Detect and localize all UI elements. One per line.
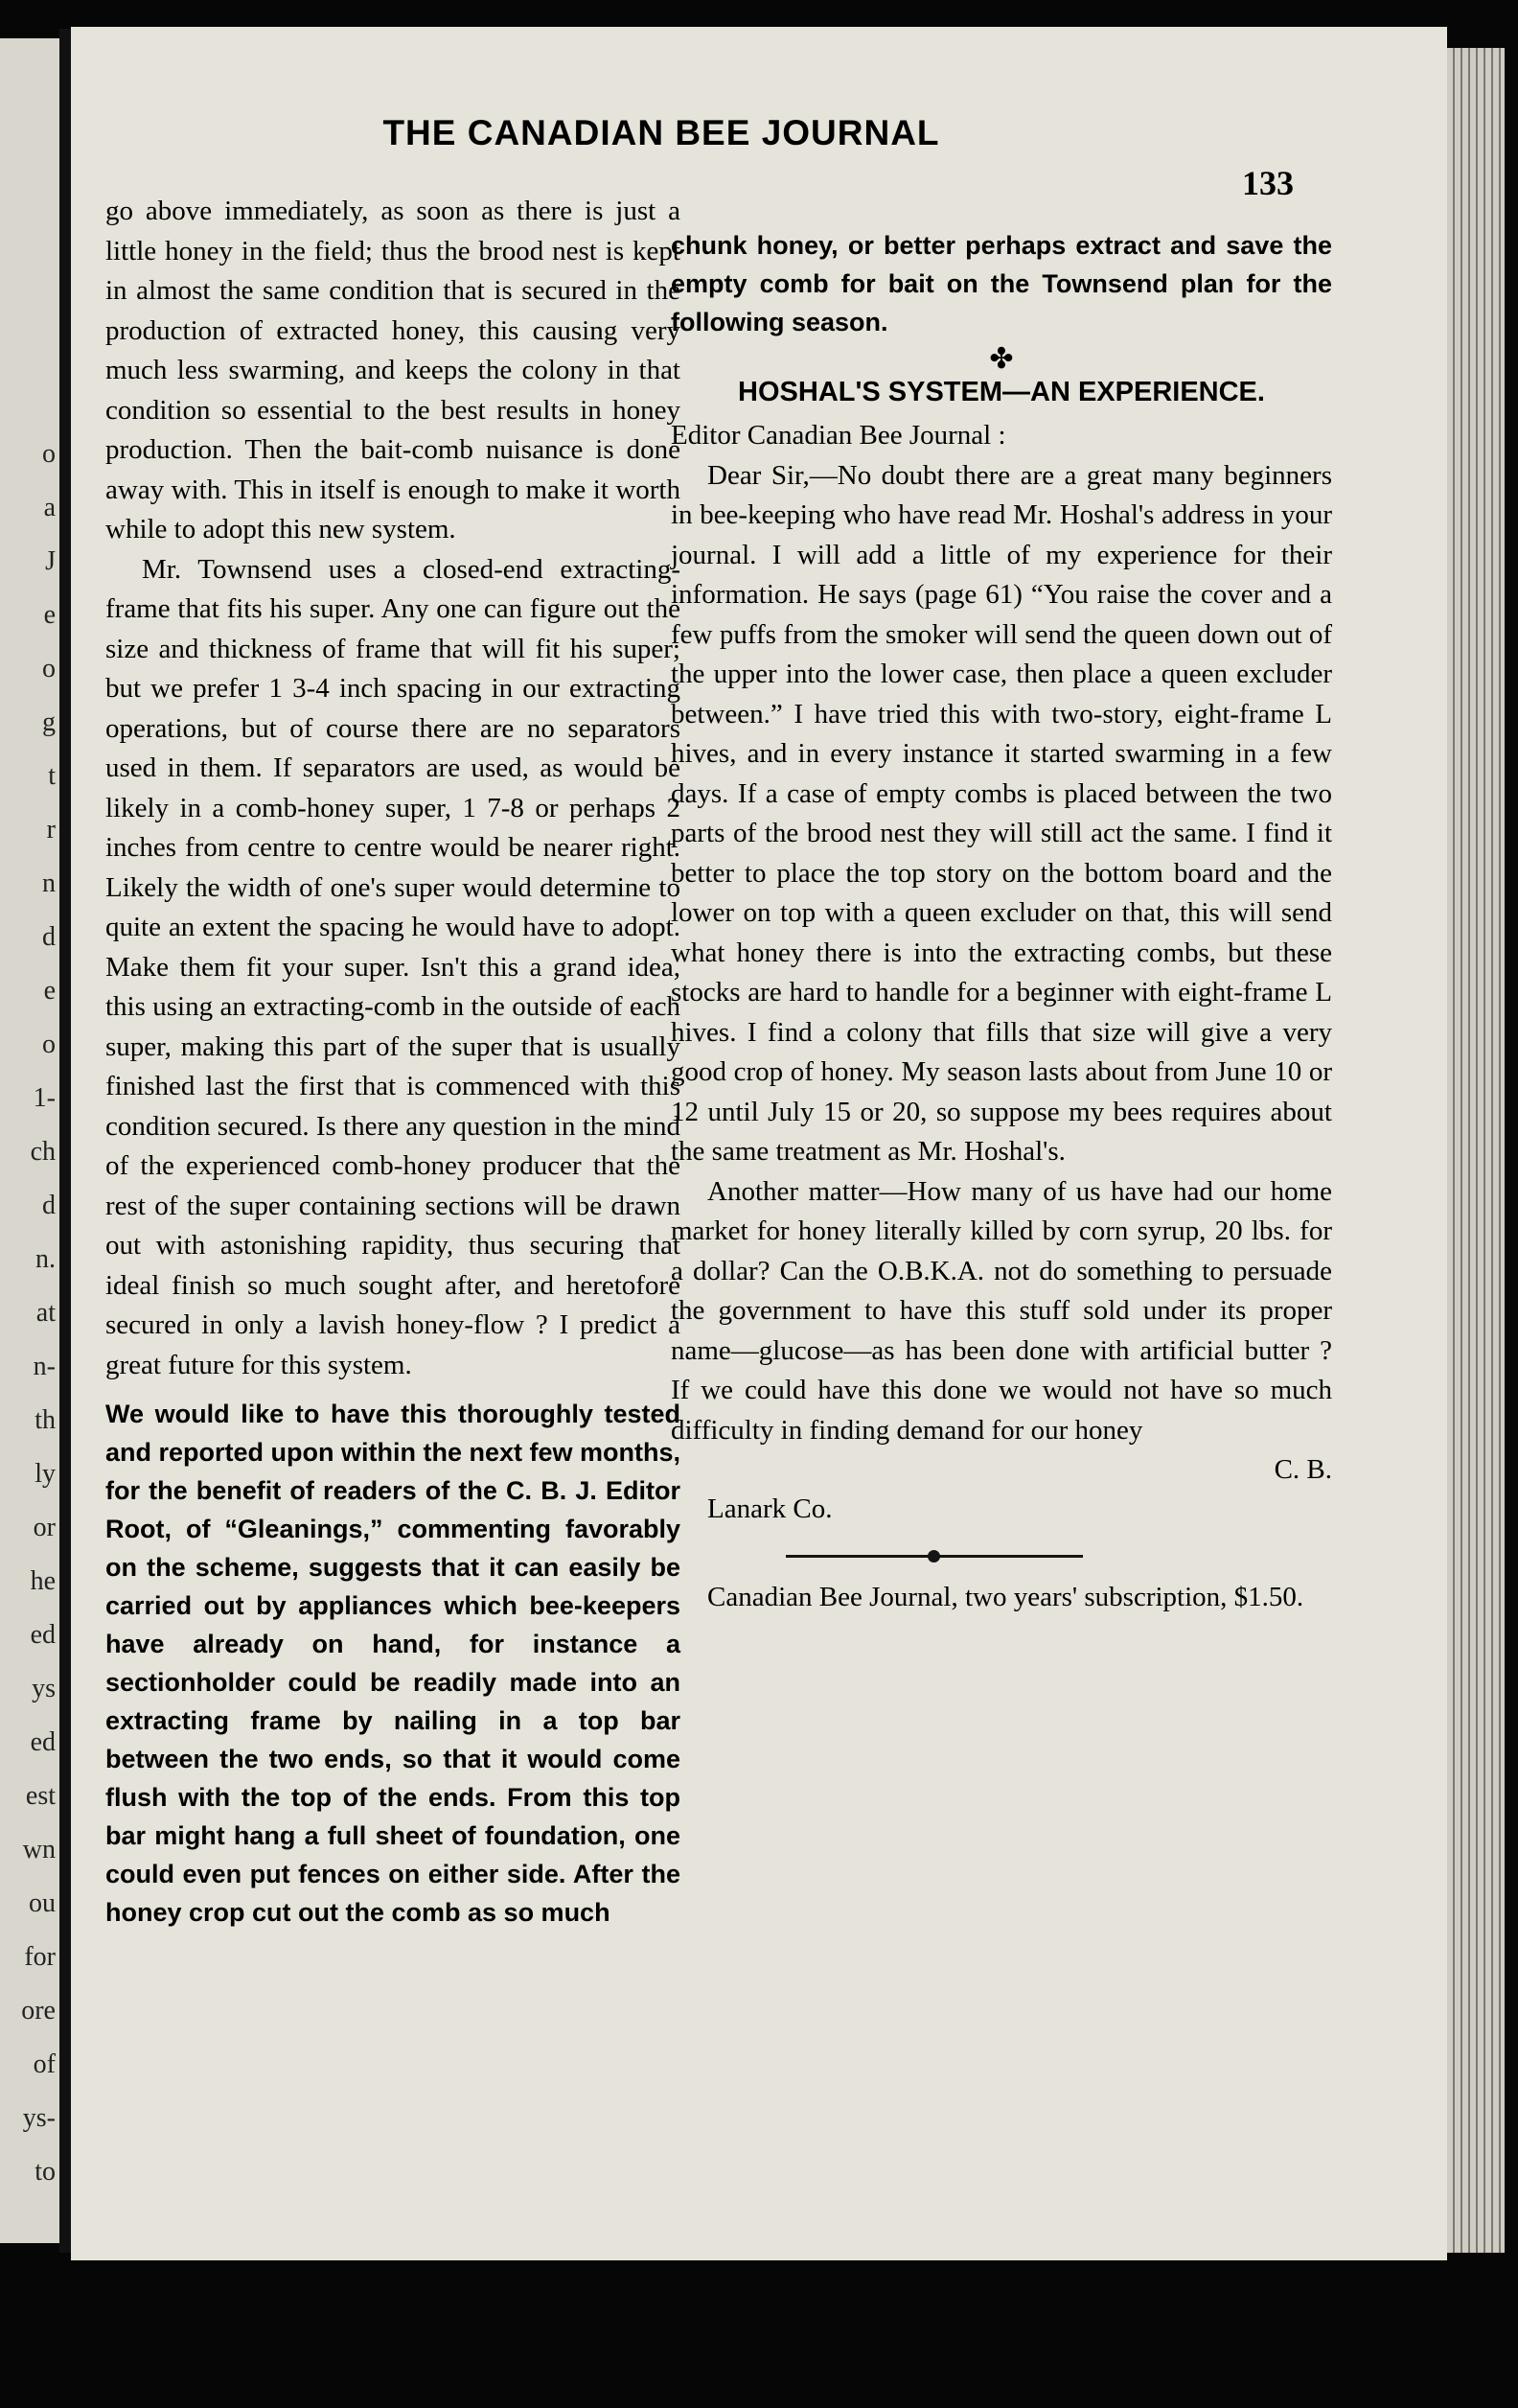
letter-signature: C. B. xyxy=(1274,1454,1332,1485)
facing-page-fragment: o xyxy=(42,1030,56,1059)
article-paragraph-1: go above immediately, as soon as there is just a little honey in the field; thus the brood nest is kept in almost the same condition that is secured in the production of extracted honey, this causing very much less swarming, and keeps the colony in that condition so essential to the best results in honey production. Then the bait-comb nuisance is done away with. This in itself is enough to make it worth while to adopt this new system. xyxy=(105,196,680,544)
book-gutter xyxy=(59,29,71,2253)
facing-page-fragment: for xyxy=(24,1942,56,1972)
article-heading: HOSHAL'S SYSTEM—AN EXPERIENCE. xyxy=(738,377,1265,407)
facing-page-fragment: n. xyxy=(35,1244,56,1274)
facing-page-fragment: ed xyxy=(30,1620,56,1650)
facing-page-fragment: n xyxy=(42,868,56,898)
running-header: THE CANADIAN BEE JOURNAL xyxy=(382,113,940,152)
facing-page-fragment: J xyxy=(45,546,56,576)
facing-page-fragment: to xyxy=(34,2157,56,2187)
page-number: 133 xyxy=(1242,164,1294,202)
facing-page-edge xyxy=(0,38,59,2243)
facing-page-fragment: at xyxy=(35,1298,56,1328)
facing-page-fragment: r xyxy=(46,815,56,845)
ornament-icon: ✤ xyxy=(989,343,1014,375)
facing-page-fragment: e xyxy=(43,976,56,1006)
facing-page-fragment: ys xyxy=(32,1674,56,1703)
facing-page-fragment: wn xyxy=(22,1835,56,1864)
right-column xyxy=(671,226,1332,1617)
facing-page-fragment: a xyxy=(43,493,56,522)
facing-page-fragment: ed xyxy=(30,1727,56,1757)
editorial-note: We would like to have this thoroughly tested and reported upon within the next few months, for the benefit of readers of the C. B. J. Editor Root, of “Gleanings,” commenting favorably on the scheme, suggests that it can easily be carried out by appliances which bee-keepers have already on hand, for instance a sectionholder could be readily made into an extracting frame by nailing in a top bar between the two ends, so that it would come flush with the top of the ends. From this top bar might hang a full sheet of foundation, one could even put fences on either side. After the honey crop cut out the comb as so much xyxy=(105,1400,680,1927)
facing-page-fragment: ch xyxy=(30,1137,56,1167)
facing-page-fragment: ys- xyxy=(22,2103,56,2133)
facing-page-fragment: ly xyxy=(34,1459,56,1489)
letter-paragraph-2: Another matter—How many of us have had our home market for honey literally killed by corn syrup, 20 lbs. for a dollar? Can the O.B.K.A. not do something to persuade the government to have this stuff sold under its proper name—glucose—as has been done with artificial butter ? If we could have this done we would not have so much difficulty in finding demand for our honey xyxy=(671,1175,1332,1446)
left-column xyxy=(105,192,680,1932)
facing-page-fragment: he xyxy=(30,1566,56,1596)
facing-page-fragment: ore xyxy=(21,1996,56,2026)
letter-salutation: Editor Canadian Bee Journal : xyxy=(671,420,1006,451)
facing-page-fragment: d xyxy=(42,1191,56,1220)
letter-paragraph-1: Dear Sir,—No doubt there are a great many beginners in bee-keeping who have read Mr. Hoshal's address in your journal. I will add a little of my experience for their information. He says (page 61) “You raise the cover and a few puffs from the smoker will send the queen down out of the upper into the lower case, then place a queen excluder between.” I have tried this with two-story, eight-frame L hives, and in every instance it started swarming in a few days. If a case of empty combs is placed between the two parts of the brood nest they will still act the same. I find it better to place the top story on the bottom board and the lower on top with a queen excluder on that, this will send what honey there is into the extracting combs, but these stocks are hard to handle for a beginner with eight-frame L hives. I find a colony that fills that size will give a very good crop of honey. My season lasts about from June 10 or 12 until July 15 or 20, so suppose my bees requires about the same treatment as Mr. Hoshal's. xyxy=(671,459,1332,1167)
facing-page-fragment: o xyxy=(42,654,56,683)
article-paragraph-2: Mr. Townsend uses a closed-end extracting-frame that fits his super. Any one can figure out the size and thickness of frame that will fit his super; but we prefer 1 3-4 inch spacing in our extracting operations, but of course there are no separators used in them. If separators are used, as would be likely in a comb-honey super, 1 7-8 or perhaps 2 inches from centre to centre would be nearer right. Likely the width of one's super would determine to quite an extent the spacing he would have to adopt. Make them fit your super. Isn't this a grand idea, this using an extracting-comb in the outside of each super, making this part of the super that is usually finished last the first that is commenced with this condition secured. Is there any question in the mind of the experienced comb-honey producer that the rest of the super containing sections will be drawn out with astonishing rapidity, thus securing that ideal finish so much sought after, and heretofore secured in only a lavish honey-flow ? I predict a great future for this system. xyxy=(105,553,680,1380)
subscription-notice: Canadian Bee Journal, two years' subscription, $1.50. xyxy=(707,1581,1304,1612)
facing-page-fragment: o xyxy=(42,439,56,469)
page-stack-edge xyxy=(1447,48,1505,2253)
facing-page-fragment: n- xyxy=(33,1352,56,1381)
facing-page-fragment: g xyxy=(42,707,56,737)
facing-page-fragment: of xyxy=(33,2049,56,2079)
letter-location: Lanark Co. xyxy=(707,1493,833,1524)
editorial-note-continued: chunk honey, or better perhaps extract and save the empty comb for bait on the Townsend plan for the following season. xyxy=(671,231,1332,336)
facing-page-fragment: ou xyxy=(29,1888,56,1918)
section-divider xyxy=(671,1541,1332,1570)
divider-dot xyxy=(928,1550,940,1563)
facing-page-fragment: or xyxy=(33,1513,56,1542)
facing-page-fragment: 1- xyxy=(33,1083,56,1113)
facing-page-fragment: th xyxy=(34,1405,56,1435)
facing-page-fragment: t xyxy=(48,761,56,791)
facing-page-fragment: d xyxy=(42,922,56,952)
facing-page-fragment: est xyxy=(25,1781,56,1811)
facing-page-fragment: e xyxy=(43,600,56,630)
letter-signoff xyxy=(671,1450,1332,1490)
